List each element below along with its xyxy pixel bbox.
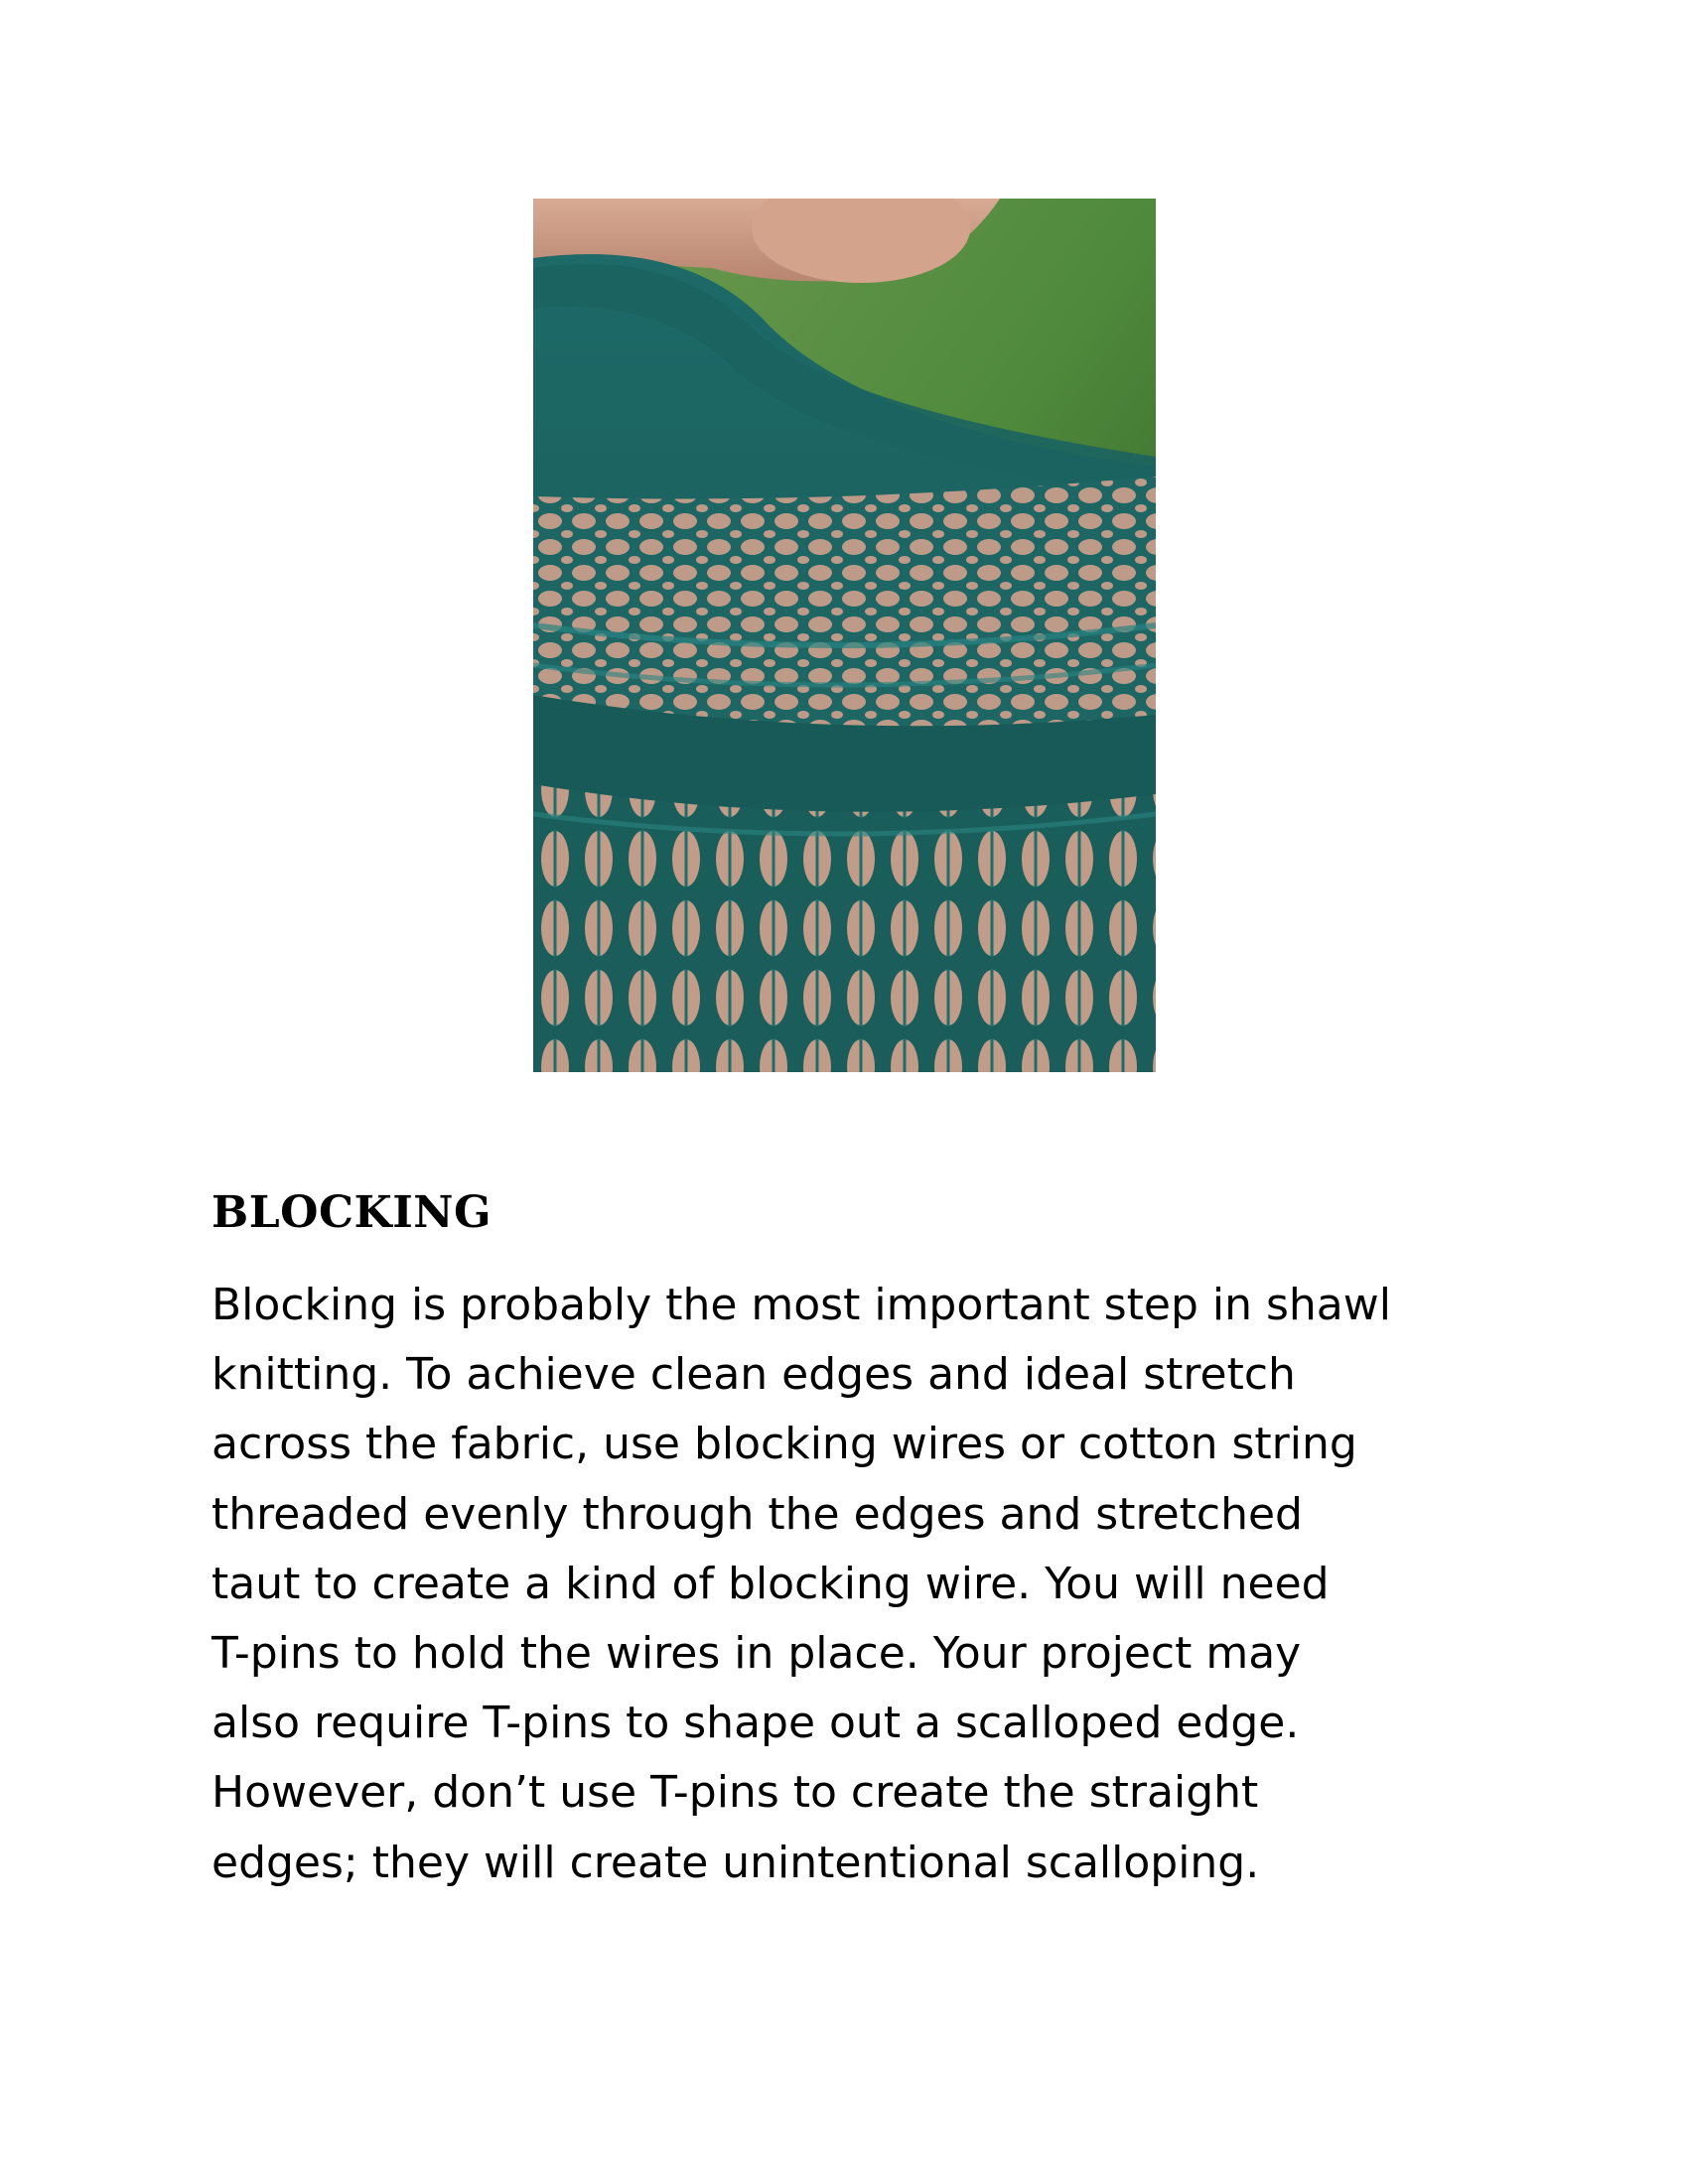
shawl-photo <box>533 199 1156 1072</box>
paragraph-line: also require T-pins to shape out a scalloped edge. <box>211 1698 1300 1749</box>
section-heading: BLOCKING <box>211 1187 492 1238</box>
paragraph-line: However, don’t use T-pins to create the straight <box>211 1767 1259 1819</box>
paragraph-line: knitting. To achieve clean edges and ideal stretch <box>211 1349 1296 1401</box>
paragraph-line: across the fabric, use blocking wires or cotton string <box>211 1419 1357 1470</box>
paragraph-line: T-pins to hold the wires in place. Your project may <box>211 1628 1302 1680</box>
paragraph-line: edges; they will create unintentional scalloping. <box>211 1837 1260 1888</box>
paragraph-line: Blocking is probably the most important step in shawl <box>211 1280 1391 1330</box>
knitted-lace-shawl-image <box>533 199 1156 1072</box>
paragraph-line: threaded evenly through the edges and stretched <box>211 1488 1303 1540</box>
paragraph-line: taut to create a kind of blocking wire. You will need <box>211 1558 1330 1609</box>
body-paragraph <box>211 1271 1522 1898</box>
